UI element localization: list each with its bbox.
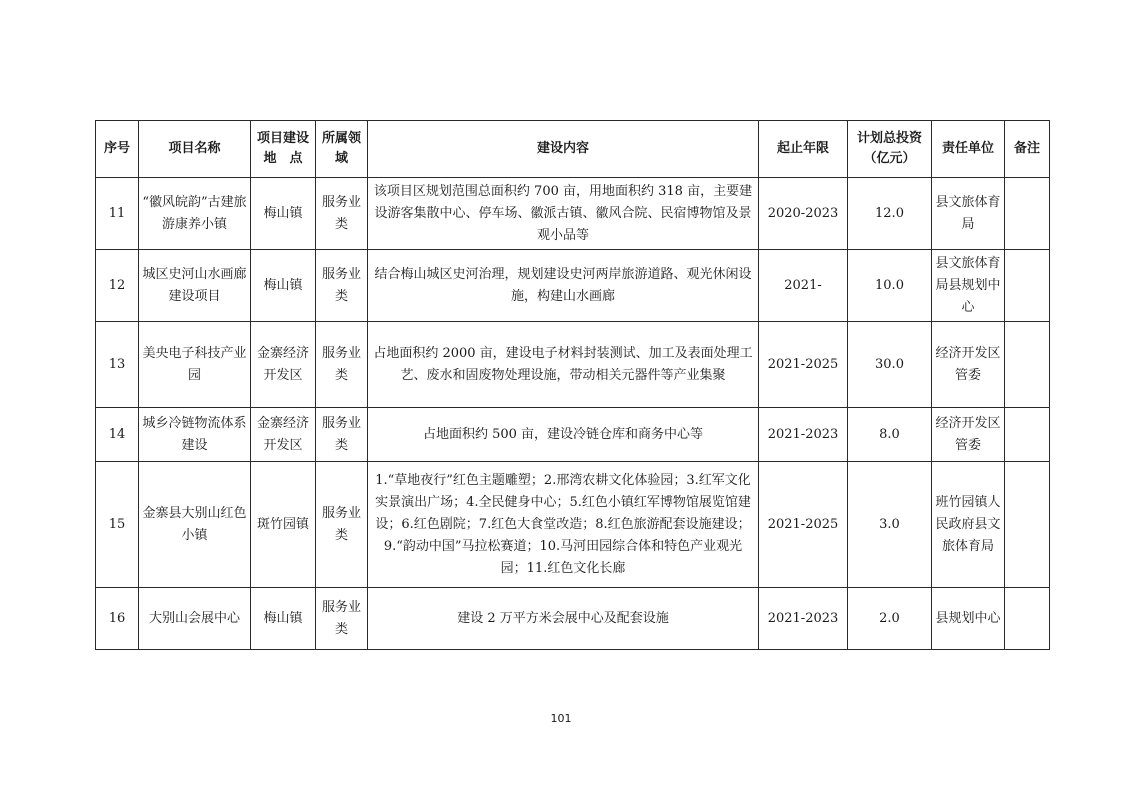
cell-period: 2021-2023: [759, 408, 848, 462]
cell-investment: 10.0: [848, 250, 932, 322]
cell-unit: 县文旅体育局县规划中心: [932, 250, 1005, 322]
cell-location: 金寨经济开发区: [251, 322, 316, 408]
cell-field: 服务业类: [316, 588, 368, 650]
table-row: [96, 250, 1050, 322]
table-row: [96, 408, 1050, 462]
table-row: [96, 462, 1050, 588]
header-name: 项目名称: [139, 121, 251, 178]
cell-field: 服务业类: [316, 178, 368, 250]
project-table: [95, 120, 1050, 650]
table-header-row: [96, 121, 1050, 178]
cell-location: 金寨经济开发区: [251, 408, 316, 462]
cell-unit: 县文旅体育局: [932, 178, 1005, 250]
header-unit: 责任单位: [932, 121, 1005, 178]
cell-content: 占地面积约 2000 亩，建设电子材料封装测试、加工及表面处理工艺、废水和固废物处理设施，带动相关元器件等产业集聚: [368, 322, 759, 408]
cell-location: 梅山镇: [251, 250, 316, 322]
cell-seq: 14: [96, 408, 139, 462]
cell-unit: 经济开发区管委: [932, 408, 1005, 462]
cell-name: 美央电子科技产业园: [139, 322, 251, 408]
cell-content: 该项目区规划范围总面积约 700 亩，用地面积约 318 亩，主要建设游客集散中心、停车场、徽派古镇、徽风合院、民宿博物馆及景观小品等: [368, 178, 759, 250]
cell-investment: 2.0: [848, 588, 932, 650]
cell-investment: 12.0: [848, 178, 932, 250]
cell-name: 城区史河山水画廊建设项目: [139, 250, 251, 322]
cell-note: [1005, 462, 1050, 588]
page-number: 101: [550, 712, 572, 725]
header-location: 项目建设地 点: [251, 121, 316, 178]
header-seq: 序号: [96, 121, 139, 178]
cell-investment: 8.0: [848, 408, 932, 462]
cell-field: 服务业类: [316, 408, 368, 462]
cell-name: “徽风皖韵”古建旅游康养小镇: [139, 178, 251, 250]
cell-field: 服务业类: [316, 462, 368, 588]
cell-period: 2020-2023: [759, 178, 848, 250]
cell-period: 2021-2025: [759, 322, 848, 408]
cell-unit: 县规划中心: [932, 588, 1005, 650]
table-row: [96, 178, 1050, 250]
cell-note: [1005, 322, 1050, 408]
table-row: [96, 588, 1050, 650]
cell-period: 2021-2023: [759, 588, 848, 650]
cell-period: 2021-: [759, 250, 848, 322]
cell-period: 2021-2025: [759, 462, 848, 588]
cell-note: [1005, 250, 1050, 322]
cell-investment: 30.0: [848, 322, 932, 408]
cell-note: [1005, 178, 1050, 250]
cell-content: 建设 2 万平方米会展中心及配套设施: [368, 588, 759, 650]
cell-unit: 经济开发区管委: [932, 322, 1005, 408]
cell-name: 城乡冷链物流体系建设: [139, 408, 251, 462]
cell-seq: 12: [96, 250, 139, 322]
cell-seq: 16: [96, 588, 139, 650]
header-content: 建设内容: [368, 121, 759, 178]
cell-content: 1.“草地夜行”红色主题雕塑；2.邢湾农耕文化体验园；3.红军文化实景演出广场；4.全民健身中心；5.红色小镇红军博物馆展览馆建设；6.红色剧院；7.红色大食堂改造；8.红色旅游配套设施建设；9.“韵动中国”马拉松赛道；10.马河田园综合体和特色产业观光园；11.红色文化长廊: [368, 462, 759, 588]
table-row: [96, 322, 1050, 408]
cell-note: [1005, 588, 1050, 650]
cell-field: 服务业类: [316, 250, 368, 322]
cell-content: 占地面积约 500 亩，建设冷链仓库和商务中心等: [368, 408, 759, 462]
cell-unit: 班竹园镇人民政府县文旅体育局: [932, 462, 1005, 588]
header-field: 所属领域: [316, 121, 368, 178]
cell-seq: 15: [96, 462, 139, 588]
cell-location: 斑竹园镇: [251, 462, 316, 588]
header-period: 起止年限: [759, 121, 848, 178]
header-investment: 计划总投资（亿元）: [848, 121, 932, 178]
cell-note: [1005, 408, 1050, 462]
cell-investment: 3.0: [848, 462, 932, 588]
header-note: 备注: [1005, 121, 1050, 178]
cell-field: 服务业类: [316, 322, 368, 408]
cell-name: 金寨县大别山红色小镇: [139, 462, 251, 588]
cell-seq: 13: [96, 322, 139, 408]
cell-content: 结合梅山城区史河治理，规划建设史河两岸旅游道路、观光休闲设施，构建山水画廊: [368, 250, 759, 322]
cell-location: 梅山镇: [251, 178, 316, 250]
cell-location: 梅山镇: [251, 588, 316, 650]
cell-name: 大别山会展中心: [139, 588, 251, 650]
cell-seq: 11: [96, 178, 139, 250]
